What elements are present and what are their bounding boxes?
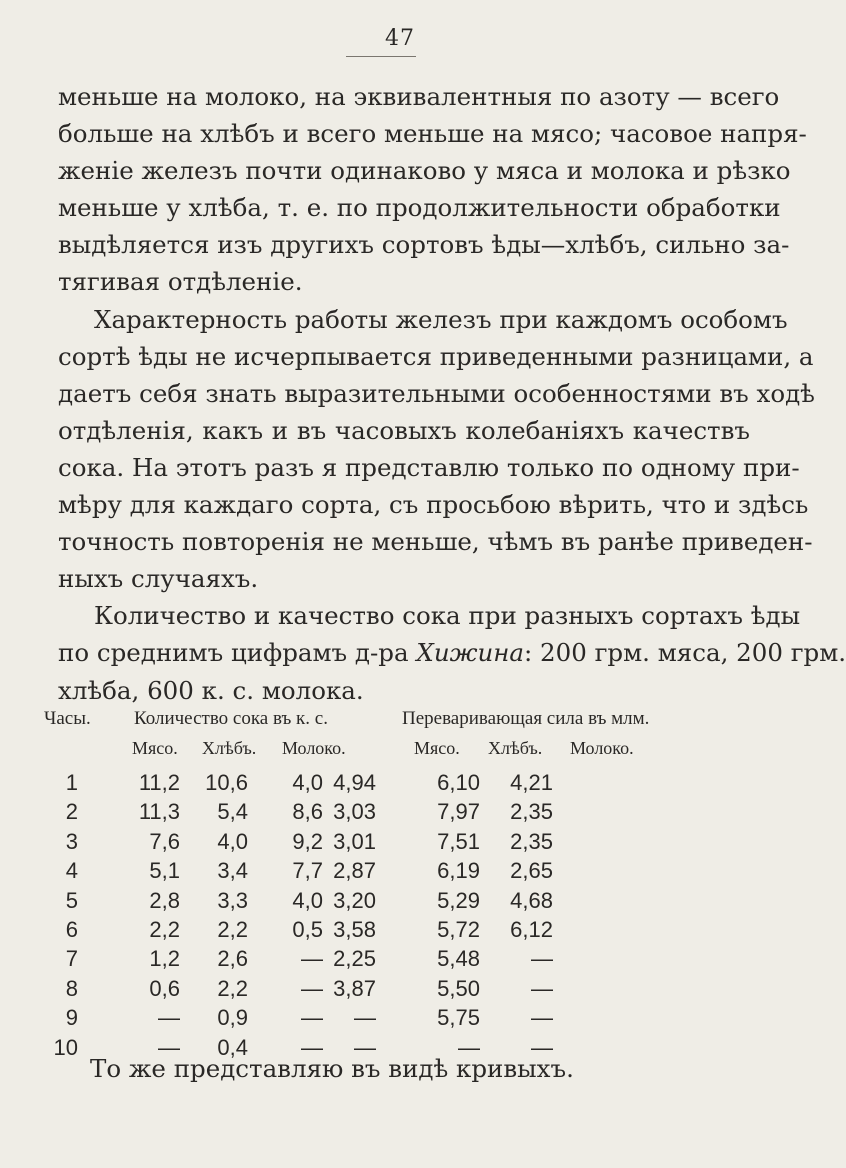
hour-cell: 1 (65, 770, 78, 795)
text-segment: по среднимъ цифрамъ д-ра (58, 638, 417, 668)
page-number: 47 (385, 26, 415, 51)
body-text (58, 78, 846, 709)
value-cell: 7,6 (149, 828, 180, 854)
value-cell: — (301, 946, 323, 972)
text-line: Характерность работы железъ при каждомъ особомъ (94, 304, 788, 334)
header-quantity: Количество сока въ к. с. (134, 708, 328, 729)
subheader-milk: Молоко. (570, 738, 634, 758)
text-line: больше на хлѣбъ и всего меньше на мясо; часовое напря- (58, 119, 807, 149)
subheader-meat: Мясо. (132, 738, 178, 758)
text-line: даетъ себя знать выразительными особенностями въ ходѣ (58, 378, 815, 408)
table-row (50, 770, 770, 799)
value-cell: 3,01 (333, 828, 376, 854)
text-line: тягивая отдѣленіе. (58, 267, 303, 297)
subheader-bread: Хлѣбъ. (488, 738, 543, 758)
value-cell: 11,3 (138, 799, 180, 825)
value-cell: 0,6 (149, 975, 180, 1001)
value-cell: 3,58 (333, 916, 376, 942)
text-line: мѣру для каждаго сорта, съ просьбою вѣрить, что и здѣсь (58, 490, 809, 520)
hour-cell: 2 (65, 799, 78, 825)
text-line: сортѣ ѣды не исчерпывается приведенными разницами, а (58, 341, 814, 371)
text-line (58, 634, 846, 671)
value-cell: 2,6 (217, 946, 248, 972)
text-line: ныхъ случаяхъ. (58, 564, 259, 594)
value-cell: 4,0 (292, 770, 323, 795)
value-cell: 3,20 (333, 887, 376, 913)
value-cell: 7,7 (292, 858, 323, 884)
subheader-bread: Хлѣбъ. (202, 738, 257, 758)
header-hours: Часы. (44, 708, 91, 729)
table-row (50, 829, 770, 858)
header-digestive-power: Переваривающая сила въ млм. (402, 708, 650, 729)
value-cell: — (301, 975, 323, 1001)
value-cell: 11,2 (138, 770, 180, 795)
paragraph-3 (58, 597, 846, 708)
text-line: выдѣляется изъ другихъ сортовъ ѣды—хлѣбъ, сильно за- (58, 230, 790, 260)
value-cell: 0,9 (217, 1005, 248, 1031)
subheader-milk: Молоко. (282, 738, 346, 758)
text-line: хлѣба, 600 к. с. молока. (58, 675, 364, 705)
hour-cell: 3 (65, 828, 78, 854)
table-row (50, 858, 770, 887)
table-row (50, 799, 770, 828)
text-line: меньше на молоко, на эквивалентныя по азоту — всего (58, 82, 780, 111)
value-cell: 4,21 (510, 770, 553, 795)
text-segment: : 200 грм. мяса, 200 грм. (523, 638, 846, 668)
value-cell: 6,10 (437, 770, 480, 795)
table-header-row (44, 708, 770, 738)
value-cell: 8,6 (292, 799, 323, 825)
value-cell: 2,2 (149, 916, 180, 942)
table-body (50, 770, 770, 1064)
hour-cell: 10 (53, 1034, 78, 1060)
author-name: Хижина (416, 638, 524, 668)
value-cell: 5,50 (437, 975, 480, 1001)
table-subheader-row (50, 738, 770, 770)
value-cell: 4,68 (510, 887, 553, 913)
value-cell: — (301, 1005, 323, 1031)
value-cell: 3,3 (217, 887, 248, 913)
data-table (44, 708, 770, 1064)
value-cell: — (531, 1034, 553, 1060)
text-line: точность повторенія не меньше, чѣмъ въ ранѣе приведен- (58, 527, 813, 557)
hour-cell: 4 (65, 858, 78, 884)
value-cell: 0,5 (292, 916, 323, 942)
value-cell: 7,51 (437, 828, 480, 854)
value-cell: 4,0 (217, 828, 248, 854)
value-cell: — (354, 1005, 376, 1031)
value-cell: — (301, 1034, 323, 1060)
value-cell: 2,87 (333, 858, 376, 884)
text-line: сока. На этотъ разъ я представлю только по одному при- (58, 452, 800, 482)
value-cell: — (458, 1034, 480, 1060)
hour-cell: 9 (65, 1005, 78, 1031)
value-cell: 3,03 (333, 799, 376, 825)
value-cell: 4,94 (333, 770, 376, 795)
table-row (50, 976, 770, 1005)
hour-cell: 8 (65, 975, 78, 1001)
value-cell: — (531, 946, 553, 972)
text-line: отдѣленія, какъ и въ часовыхъ колебаніяхъ качествъ (58, 415, 750, 445)
value-cell: — (158, 1005, 180, 1031)
closing-line: То же представляю въ видѣ кривыхъ. (90, 1054, 574, 1083)
hour-cell: 5 (65, 887, 78, 913)
value-cell: 3,4 (217, 858, 248, 884)
paragraph-2 (58, 301, 815, 598)
value-cell: 5,1 (149, 858, 180, 884)
value-cell: — (354, 1034, 376, 1060)
text-line: Количество и качество сока при разныхъ сортахъ ѣды (94, 601, 801, 631)
value-cell: 0,4 (217, 1034, 248, 1060)
value-cell: 2,2 (217, 975, 248, 1001)
page-number-rule (346, 56, 416, 57)
value-cell: 2,35 (510, 828, 553, 854)
value-cell: 5,4 (217, 799, 248, 825)
value-cell: 5,48 (437, 946, 480, 972)
value-cell: 4,0 (292, 887, 323, 913)
value-cell: 10,6 (205, 770, 248, 795)
value-cell: 2,35 (510, 799, 553, 825)
value-cell: 1,2 (149, 946, 180, 972)
paragraph-1 (58, 78, 807, 301)
text-line: женіе железъ почти одинаково у мяса и молока и рѣзко (58, 156, 791, 186)
subheader-meat: Мясо. (414, 738, 460, 758)
table-row (50, 917, 770, 946)
text-line: меньше у хлѣба, т. е. по продолжительности обработки (58, 193, 781, 223)
value-cell: 7,97 (437, 799, 480, 825)
value-cell: 5,29 (437, 887, 480, 913)
hour-cell: 7 (65, 946, 78, 972)
value-cell: 5,72 (437, 916, 480, 942)
value-cell: 3,87 (333, 975, 376, 1001)
value-cell: — (158, 1034, 180, 1060)
value-cell: 6,12 (510, 916, 553, 942)
table-row (50, 1005, 770, 1034)
value-cell: 5,75 (437, 1005, 480, 1031)
value-cell: 6,19 (437, 858, 480, 884)
value-cell: — (531, 975, 553, 1001)
value-cell: — (531, 1005, 553, 1031)
value-cell: 2,2 (217, 916, 248, 942)
value-cell: 2,8 (149, 887, 180, 913)
value-cell: 2,25 (333, 946, 376, 972)
hour-cell: 6 (65, 916, 78, 942)
table-row (50, 888, 770, 917)
table-row (50, 946, 770, 975)
value-cell: 2,65 (510, 858, 553, 884)
value-cell: 9,2 (292, 828, 323, 854)
